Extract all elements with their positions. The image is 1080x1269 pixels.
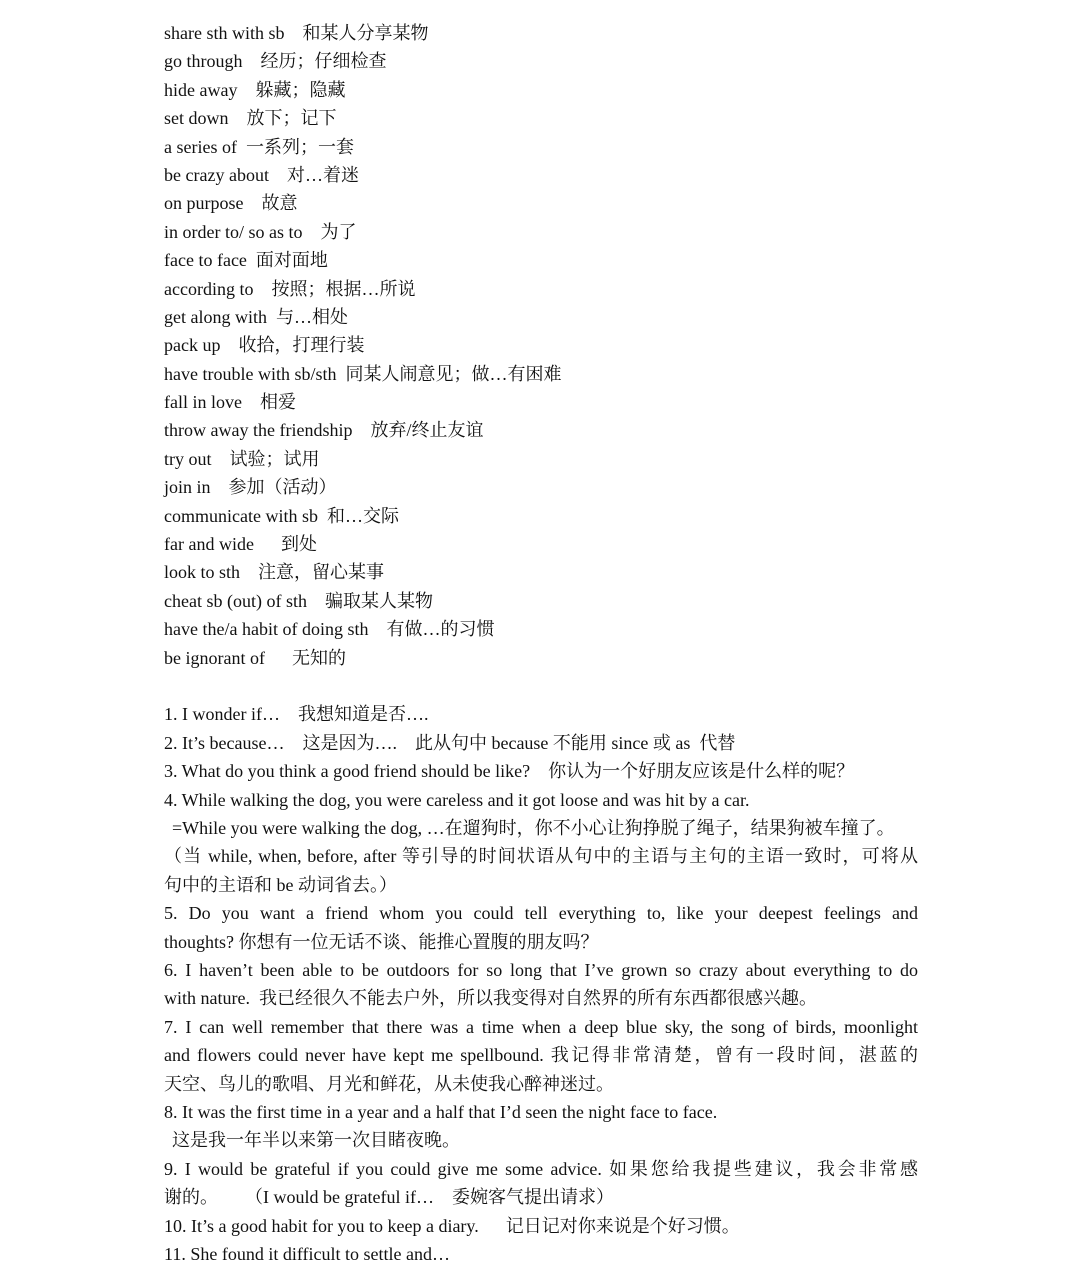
phrase-item: a series of 一系列；一套 xyxy=(164,136,354,157)
phrase-item: have the/a habit of doing sth 有做…的习惯 xyxy=(164,619,495,640)
sentence-item xyxy=(164,1212,918,1240)
sentence-item xyxy=(164,1155,918,1212)
sentence-line: 1. I wonder if… 我想知道是否…. xyxy=(164,704,429,725)
sentence-item xyxy=(164,700,918,728)
sentence-item xyxy=(164,729,918,757)
sentence-line: 9. I would be grateful if you could give me some advice. 如果您给我提些建议，我会非常感 xyxy=(164,1158,918,1179)
sentence-item xyxy=(164,1013,918,1098)
phrase-list xyxy=(164,19,918,672)
sentence-line: （当 while, when, before, after 等引导的时间状语从句中的主语与主句的主语一致时，可将从 xyxy=(164,846,918,867)
phrase-item: communicate with sb 和…交际 xyxy=(164,505,399,526)
phrase-item: in order to/ so as to 为了 xyxy=(164,221,357,242)
phrase-item: cheat sb (out) of sth 骗取某人某物 xyxy=(164,590,433,611)
sentence-line: 天空、鸟儿的歌唱、月光和鲜花，从未使我心醉神迷过。 xyxy=(164,1073,614,1094)
phrase-item: have trouble with sb/sth 同某人闹意见；做…有困难 xyxy=(164,363,562,384)
sentence-item xyxy=(164,786,918,900)
document-page xyxy=(164,19,918,1269)
phrase-item: according to 按照；根据…所说 xyxy=(164,278,416,299)
phrase-item: get along with 与…相处 xyxy=(164,306,348,327)
phrase-item: on purpose 故意 xyxy=(164,193,298,214)
phrase-item: be crazy about 对…着迷 xyxy=(164,164,359,185)
sentence-item xyxy=(164,956,918,1013)
phrase-item: set down 放下；记下 xyxy=(164,108,337,129)
sentence-list xyxy=(164,700,918,1268)
sentence-line: =While you were walking the dog, …在遛狗时，你不小心让狗挣脱了绳子，结果狗被车撞了。 xyxy=(172,818,895,838)
phrase-item: throw away the friendship 放弃/终止友谊 xyxy=(164,420,484,441)
sentence-item xyxy=(164,1240,918,1268)
phrase-item: be ignorant of 无知的 xyxy=(164,647,346,668)
phrase-item: try out 试验；试用 xyxy=(164,448,320,469)
sentence-line: 4. While walking the dog, you were careless and it got loose and was hit by a car. xyxy=(164,789,750,810)
sentence-line: 6. I haven’t been able to be outdoors for so long that I’ve grown so crazy about everything to do xyxy=(164,960,918,981)
sentence-line: with nature. 我已经很久不能去户外，所以我变得对自然界的所有东西都很感兴趣。 xyxy=(164,988,817,1009)
phrase-item: go through 经历；仔细检查 xyxy=(164,51,387,72)
phrase-item: fall in love 相爱 xyxy=(164,392,296,413)
sentence-line: 3. What do you think a good friend should be like? 你认为一个好朋友应该是什么样的呢？ xyxy=(164,761,855,782)
sentence-item xyxy=(164,757,918,785)
sentence-line: 5. Do you want a friend whom you could tell everything to, like your deepest feelings and xyxy=(164,903,918,924)
sentence-line: 这是我一年半以来第一次目睹夜晚。 xyxy=(172,1130,460,1151)
sentence-line: 7. I can well remember that there was a time when a deep blue sky, the song of birds, moonlight xyxy=(164,1016,918,1037)
phrase-item: hide away 躲藏；隐藏 xyxy=(164,79,346,100)
section-gap xyxy=(164,672,918,700)
phrase-item: far and wide 到处 xyxy=(164,534,317,555)
sentence-line: and flowers could never have kept me spellbound. 我记得非常清楚，曾有一段时间，湛蓝的 xyxy=(164,1045,918,1066)
sentence-item xyxy=(164,1098,918,1155)
sentence-line: 11. She found it difficult to settle and… xyxy=(164,1244,450,1265)
sentence-line: 谢的。 （I would be grateful if… 委婉客气提出请求） xyxy=(164,1187,614,1208)
sentence-line: 10. It’s a good habit for you to keep a diary. 记日记对你来说是个好习惯。 xyxy=(164,1215,740,1236)
sentence-line: 句中的主语和 be 动词省去。） xyxy=(164,874,397,895)
phrase-item: pack up 收拾，打理行装 xyxy=(164,335,365,356)
phrase-item: join in 参加（活动） xyxy=(164,477,337,498)
sentence-line: 2. It’s because… 这是因为…. 此从句中 because 不能用 since 或 as 代替 xyxy=(164,732,736,753)
phrase-item: share sth with sb 和某人分享某物 xyxy=(164,23,429,43)
phrase-item: face to face 面对面地 xyxy=(164,250,328,271)
sentence-line: thoughts? 你想有一位无话不谈、能推心置腹的朋友吗？ xyxy=(164,931,599,952)
sentence-line: 8. It was the first time in a year and a half that I’d seen the night face to face. xyxy=(164,1102,718,1123)
phrase-item: look to sth 注意，留心某事 xyxy=(164,562,385,583)
sentence-item xyxy=(164,899,918,956)
